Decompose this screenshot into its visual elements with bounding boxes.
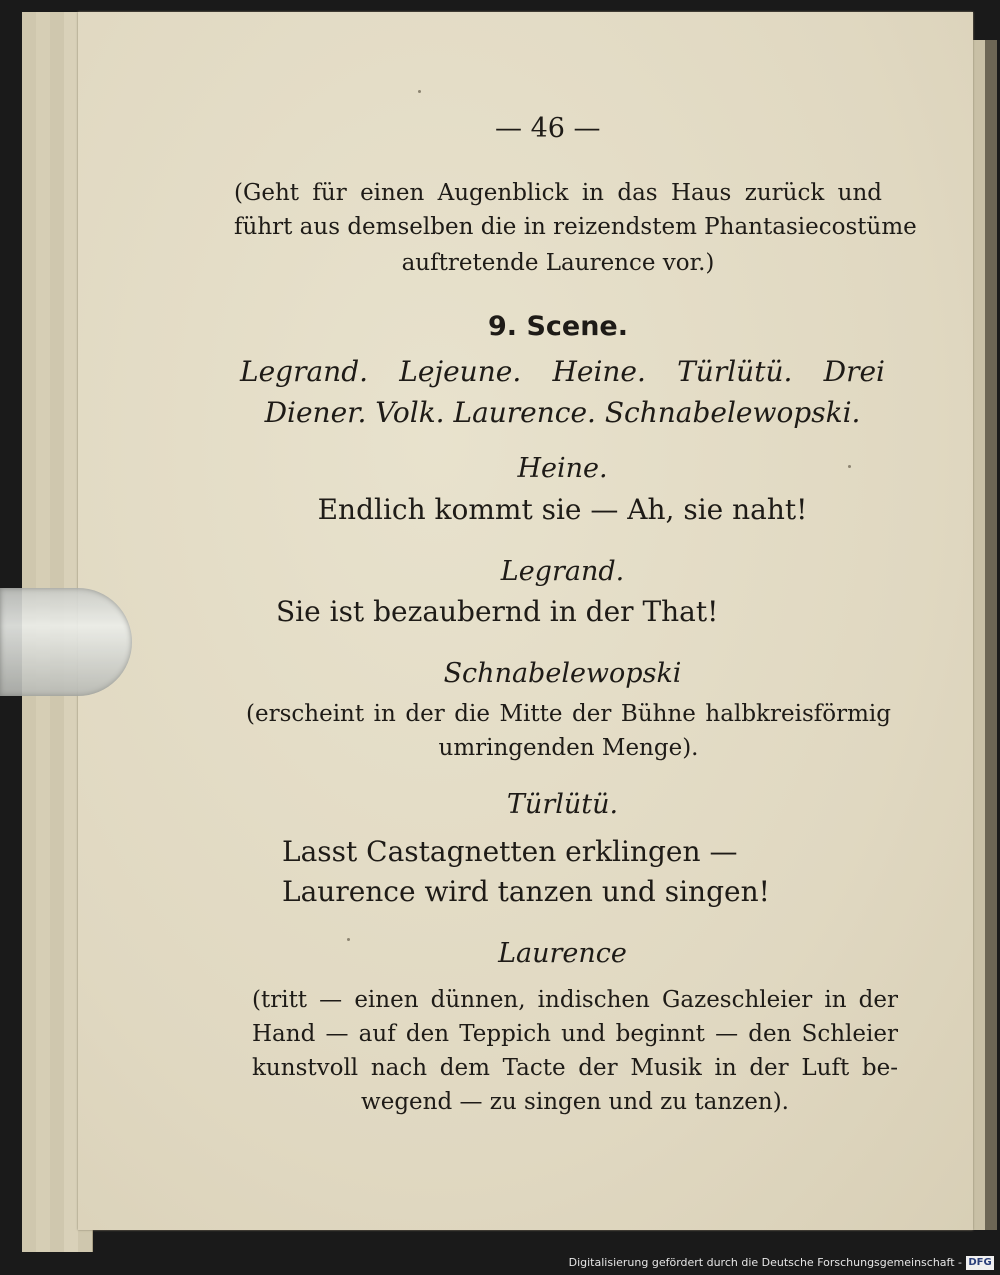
line-legrand: Sie ist bezaubernd in der That! (276, 595, 719, 628)
scene-heading: 9. Scene. (488, 311, 628, 342)
paper-speck (347, 938, 350, 941)
dfg-logo: DFG (966, 1256, 994, 1270)
speaker-turlutu: Türlütü. (506, 789, 619, 820)
direction-laurence-line: (tritt — einen dünnen, indischen Gazeschleier in der (252, 987, 898, 1013)
cast-list-line: Legrand. Lejeune. Heine. Türlütü. Drei (240, 355, 885, 388)
paper-speck (848, 465, 851, 468)
direction-laurence-line: kunstvoll nach dem Tacte der Musik in der Luft be- (252, 1055, 898, 1081)
stage-direction-line: auftretende Laurence vor.) (401, 250, 715, 276)
paper-speck (418, 90, 421, 93)
speaker-schnabelewopski: Schnabelewopski (443, 658, 682, 689)
speaker-laurence: Laurence (498, 938, 627, 969)
digitization-credit: Digitalisierung gefördert durch die Deutsche Forschungsgemeinschaft - (568, 1256, 962, 1269)
line-turlutu: Laurence wird tanzen und singen! (282, 875, 770, 908)
direction-laurence-line: wegend — zu singen und zu tanzen). (361, 1089, 789, 1115)
stage-direction-line: (Geht für einen Augenblick in das Haus zurück und (234, 180, 882, 206)
direction-laurence-line: Hand — auf den Teppich und beginnt — den Schleier (252, 1021, 898, 1047)
speaker-heine: Heine. (517, 453, 608, 484)
line-turlutu: Lasst Castagnetten erklingen — (282, 835, 738, 868)
speaker-legrand: Legrand. (500, 556, 625, 587)
line-heine: Endlich kommt sie — Ah, sie naht! (317, 493, 808, 526)
cast-list-line: Diener. Volk. Laurence. Schnabelewopski. (264, 396, 861, 429)
stage-direction-line: führt aus demselben die in reizendstem Phantasiecostüme (234, 214, 917, 240)
direction-schnabelewopski-line: (erscheint in der die Mitte der Bühne halbkreisförmig (246, 701, 891, 727)
direction-schnabelewopski-line: umringenden Menge). (438, 735, 699, 761)
page-number: — 46 — (495, 113, 601, 144)
